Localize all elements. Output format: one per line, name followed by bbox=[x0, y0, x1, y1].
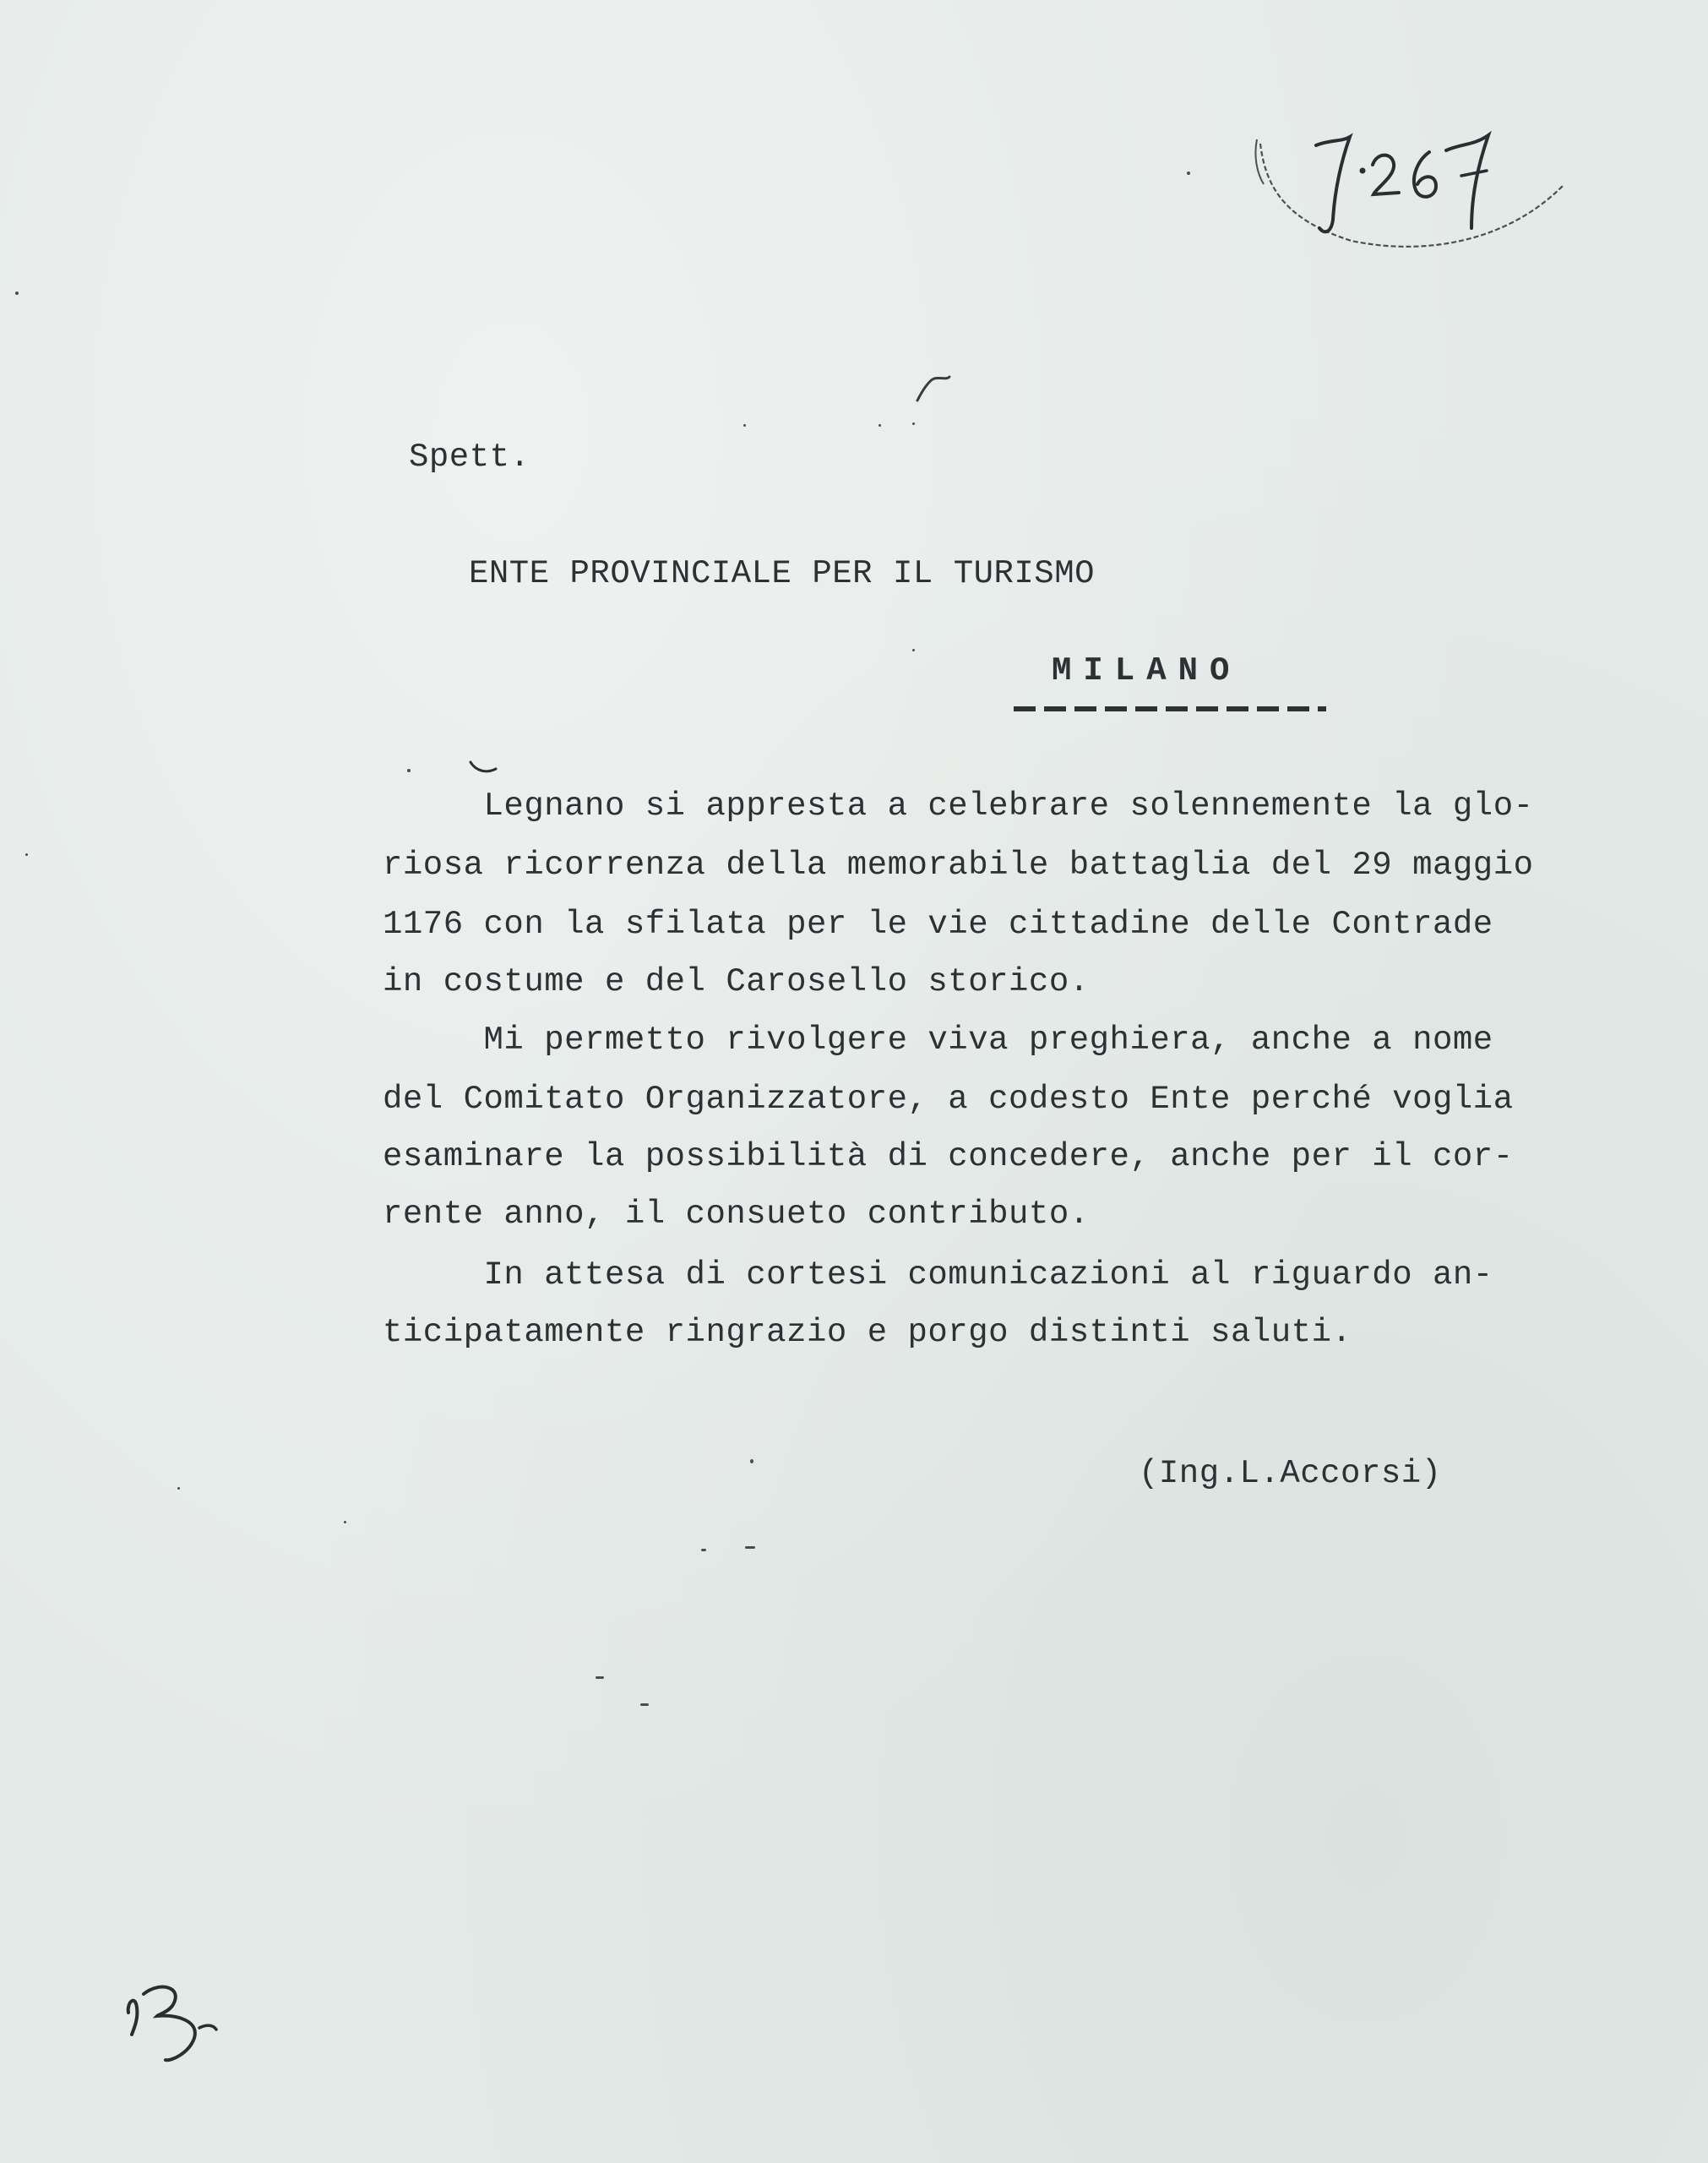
signature: (Ing.L.Accorsi) bbox=[1139, 1455, 1442, 1492]
paper-speck bbox=[878, 424, 881, 427]
body-line: in costume e del Carosello storico. bbox=[383, 963, 1090, 1000]
paper-speck bbox=[750, 1459, 753, 1463]
pencil-tick-mark bbox=[912, 372, 955, 406]
body-line: rente anno, il consueto contributo. bbox=[383, 1196, 1090, 1233]
paper-speck bbox=[912, 422, 915, 425]
paper-speck bbox=[701, 1549, 706, 1551]
paper-speck bbox=[407, 769, 411, 772]
paper-speck bbox=[25, 853, 28, 856]
body-line: del Comitato Organizzatore, a codesto Ente perché voglia bbox=[383, 1081, 1514, 1118]
salutation: Spett. bbox=[409, 439, 530, 476]
paper-speck bbox=[912, 649, 915, 651]
recipient-city: MILANO bbox=[1052, 652, 1242, 689]
body-line: Legnano si appresta a celebrare solennemente la glo- bbox=[383, 787, 1534, 825]
body-line: ticipatamente ringrazio e porgo distinti saluti. bbox=[383, 1314, 1352, 1351]
body-line: Mi permetto rivolgere viva preghiera, anche a nome bbox=[383, 1022, 1493, 1059]
body-line: In attesa di cortesi comunicazioni al riguardo an- bbox=[383, 1256, 1493, 1294]
body-line: 1176 con la sfilata per le vie cittadine delle Contrade bbox=[383, 906, 1493, 943]
paper-speck bbox=[596, 1676, 604, 1679]
handwritten-page-number bbox=[118, 1969, 228, 2070]
handwritten-reference-mark bbox=[1250, 93, 1588, 279]
city-underline bbox=[1014, 706, 1326, 711]
paper-speck bbox=[640, 1703, 649, 1706]
paper-speck bbox=[1187, 172, 1190, 175]
check-mark bbox=[469, 759, 499, 777]
body-line: riosa ricorrenza della memorabile battaglia del 29 maggio bbox=[383, 847, 1534, 884]
paper-speck bbox=[344, 1521, 346, 1523]
paper-speck bbox=[15, 291, 19, 295]
paper-speck bbox=[743, 424, 746, 427]
body-line: esaminare la possibilità di concedere, anche per il cor- bbox=[383, 1138, 1514, 1175]
paper-speck bbox=[177, 1487, 180, 1490]
paper-speck bbox=[745, 1546, 755, 1549]
recipient-name: ENTE PROVINCIALE PER IL TURISMO bbox=[469, 555, 1096, 592]
